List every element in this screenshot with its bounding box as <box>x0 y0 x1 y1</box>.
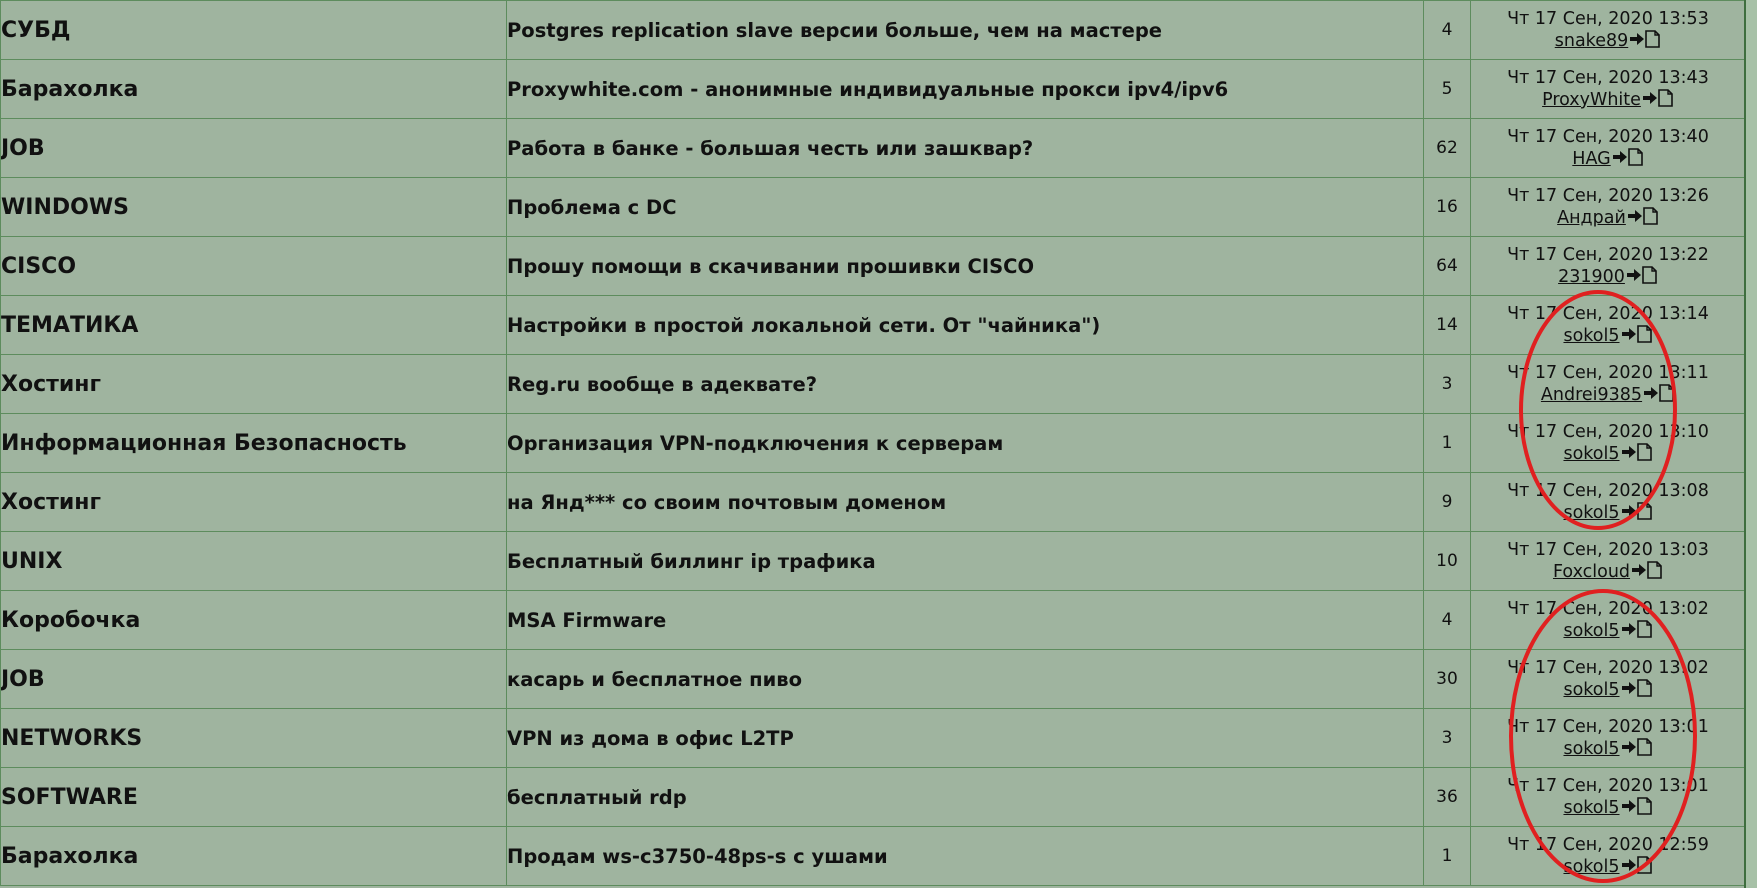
reply-count: 16 <box>1424 178 1471 237</box>
goto-last-post-icon[interactable] <box>1621 443 1653 461</box>
category-link[interactable]: SOFTWARE <box>1 768 507 827</box>
category-link[interactable]: Хостинг <box>1 355 507 414</box>
last-post-author-link[interactable]: Andrei9385 <box>1540 385 1643 405</box>
goto-last-post-icon[interactable] <box>1621 856 1653 874</box>
topic-title-link[interactable]: бесплатный rdp <box>507 768 1424 827</box>
goto-last-post-icon[interactable] <box>1621 797 1653 815</box>
topic-row <box>1 827 1746 886</box>
category-link[interactable]: UNIX <box>1 532 507 591</box>
last-post-cell <box>1471 296 1746 355</box>
category-link[interactable]: JOB <box>1 119 507 178</box>
reply-count: 30 <box>1424 650 1471 709</box>
category-link[interactable]: ТЕМАТИКА <box>1 296 507 355</box>
goto-last-post-icon[interactable] <box>1642 89 1674 107</box>
topic-row <box>1 591 1746 650</box>
goto-last-post-icon[interactable] <box>1631 561 1663 579</box>
category-link[interactable]: Барахолка <box>1 827 507 886</box>
topic-title-link[interactable]: Postgres replication slave версии больше, чем на мастере <box>507 1 1424 60</box>
topic-row <box>1 768 1746 827</box>
topic-title-link[interactable]: Продам ws-c3750-48ps-s с ушами <box>507 827 1424 886</box>
last-post-cell <box>1471 827 1746 886</box>
last-post-date: Чт 17 Сен, 2020 13:40 <box>1507 127 1709 147</box>
topic-row <box>1 119 1746 178</box>
reply-count: 64 <box>1424 237 1471 296</box>
topic-title-link[interactable]: MSA Firmware <box>507 591 1424 650</box>
last-post-date: Чт 17 Сен, 2020 13:03 <box>1507 540 1709 560</box>
last-post-cell <box>1471 60 1746 119</box>
last-post-author-link[interactable]: sokol5 <box>1563 444 1620 464</box>
category-link[interactable]: СУБД <box>1 1 507 60</box>
last-post-date: Чт 17 Сен, 2020 13:43 <box>1507 68 1709 88</box>
topic-title-link[interactable]: Проблема с DC <box>507 178 1424 237</box>
last-post-author-link[interactable]: snake89 <box>1554 31 1629 51</box>
last-post-cell <box>1471 355 1746 414</box>
last-post-author-link[interactable]: sokol5 <box>1563 857 1620 877</box>
topic-row <box>1 178 1746 237</box>
goto-last-post-icon[interactable] <box>1627 207 1659 225</box>
topic-row <box>1 473 1746 532</box>
last-post-cell <box>1471 1 1746 60</box>
topic-title-link[interactable]: VPN из дома в офис L2TP <box>507 709 1424 768</box>
category-link[interactable]: Барахолка <box>1 60 507 119</box>
topic-list <box>1 1 1746 886</box>
last-post-author-link[interactable]: sokol5 <box>1563 621 1620 641</box>
reply-count: 4 <box>1424 591 1471 650</box>
last-post-author-link[interactable]: sokol5 <box>1563 503 1620 523</box>
topic-row <box>1 414 1746 473</box>
goto-last-post-icon[interactable] <box>1626 266 1658 284</box>
topic-row <box>1 355 1746 414</box>
last-post-cell <box>1471 119 1746 178</box>
topic-title-link[interactable]: Настройки в простой локальной сети. От "чайника") <box>507 296 1424 355</box>
last-post-author-link[interactable]: sokol5 <box>1563 798 1620 818</box>
goto-last-post-icon[interactable] <box>1621 738 1653 756</box>
topic-row <box>1 296 1746 355</box>
topic-row <box>1 1 1746 60</box>
topic-row <box>1 650 1746 709</box>
category-link[interactable]: NETWORKS <box>1 709 507 768</box>
category-link[interactable]: Информационная Безопасность <box>1 414 507 473</box>
topic-title-link[interactable]: Организация VPN-подключения к серверам <box>507 414 1424 473</box>
last-post-date: Чт 17 Сен, 2020 13:10 <box>1507 422 1709 442</box>
topic-title-link[interactable]: Прошу помощи в скачивании прошивки CISCO <box>507 237 1424 296</box>
last-post-author-link[interactable]: Андрай <box>1557 208 1626 228</box>
last-post-cell <box>1471 650 1746 709</box>
topic-title-link[interactable]: Reg.ru вообще в адеквате? <box>507 355 1424 414</box>
last-post-cell <box>1471 768 1746 827</box>
last-post-cell <box>1471 532 1746 591</box>
last-post-author-link[interactable]: sokol5 <box>1563 680 1620 700</box>
goto-last-post-icon[interactable] <box>1643 384 1675 402</box>
last-post-cell <box>1471 178 1746 237</box>
category-link[interactable]: Коробочка <box>1 591 507 650</box>
last-post-date: Чт 17 Сен, 2020 13:01 <box>1507 717 1709 737</box>
last-post-date: Чт 17 Сен, 2020 13:26 <box>1507 186 1709 206</box>
last-post-author-link[interactable]: HAG <box>1572 149 1611 169</box>
last-post-date: Чт 17 Сен, 2020 13:02 <box>1507 658 1709 678</box>
last-post-author-link[interactable]: ProxyWhite <box>1542 90 1641 110</box>
goto-last-post-icon[interactable] <box>1629 30 1661 48</box>
topic-row <box>1 60 1746 119</box>
last-post-author-link[interactable]: sokol5 <box>1563 739 1620 759</box>
reply-count: 14 <box>1424 296 1471 355</box>
topic-row <box>1 532 1746 591</box>
reply-count: 4 <box>1424 1 1471 60</box>
goto-last-post-icon[interactable] <box>1621 679 1653 697</box>
reply-count: 62 <box>1424 119 1471 178</box>
topic-row <box>1 709 1746 768</box>
last-post-cell <box>1471 237 1746 296</box>
goto-last-post-icon[interactable] <box>1612 148 1644 166</box>
reply-count: 1 <box>1424 414 1471 473</box>
topic-title-link[interactable]: касарь и бесплатное пиво <box>507 650 1424 709</box>
reply-count: 5 <box>1424 60 1471 119</box>
last-post-author-link[interactable]: Foxcloud <box>1552 562 1631 582</box>
reply-count: 3 <box>1424 355 1471 414</box>
last-post-cell <box>1471 591 1746 650</box>
last-post-date: Чт 17 Сен, 2020 13:11 <box>1507 363 1709 383</box>
goto-last-post-icon[interactable] <box>1621 620 1653 638</box>
last-post-cell <box>1471 709 1746 768</box>
category-link[interactable]: JOB <box>1 650 507 709</box>
last-post-date: Чт 17 Сен, 2020 13:14 <box>1507 304 1709 324</box>
topic-title-link[interactable]: Работа в банке - большая честь или зашквар? <box>507 119 1424 178</box>
last-post-date: Чт 17 Сен, 2020 13:01 <box>1507 776 1709 796</box>
last-post-date: Чт 17 Сен, 2020 13:53 <box>1507 9 1709 29</box>
last-post-cell <box>1471 473 1746 532</box>
category-link[interactable]: Хостинг <box>1 473 507 532</box>
reply-count: 1 <box>1424 827 1471 886</box>
topic-title-link[interactable]: Бесплатный биллинг ip трафика <box>507 532 1424 591</box>
reply-count: 3 <box>1424 709 1471 768</box>
last-post-date: Чт 17 Сен, 2020 13:08 <box>1507 481 1709 501</box>
last-post-author-link[interactable]: 231900 <box>1558 267 1625 287</box>
last-post-author-link[interactable]: sokol5 <box>1563 326 1620 346</box>
reply-count: 9 <box>1424 473 1471 532</box>
topic-title-link[interactable]: на Янд*** со своим почтовым доменом <box>507 473 1424 532</box>
last-post-date: Чт 17 Сен, 2020 13:22 <box>1507 245 1709 265</box>
reply-count: 36 <box>1424 768 1471 827</box>
goto-last-post-icon[interactable] <box>1621 502 1653 520</box>
topic-row <box>1 237 1746 296</box>
last-post-cell <box>1471 414 1746 473</box>
category-link[interactable]: CISCO <box>1 237 507 296</box>
scrollbar-edge[interactable] <box>1744 0 1757 888</box>
topic-title-link[interactable]: Proxywhite.com - анонимные индивидуальные прокси ipv4/ipv6 <box>507 60 1424 119</box>
reply-count: 10 <box>1424 532 1471 591</box>
category-link[interactable]: WINDOWS <box>1 178 507 237</box>
last-post-date: Чт 17 Сен, 2020 13:02 <box>1507 599 1709 619</box>
goto-last-post-icon[interactable] <box>1621 325 1653 343</box>
last-post-date: Чт 17 Сен, 2020 12:59 <box>1507 835 1709 855</box>
